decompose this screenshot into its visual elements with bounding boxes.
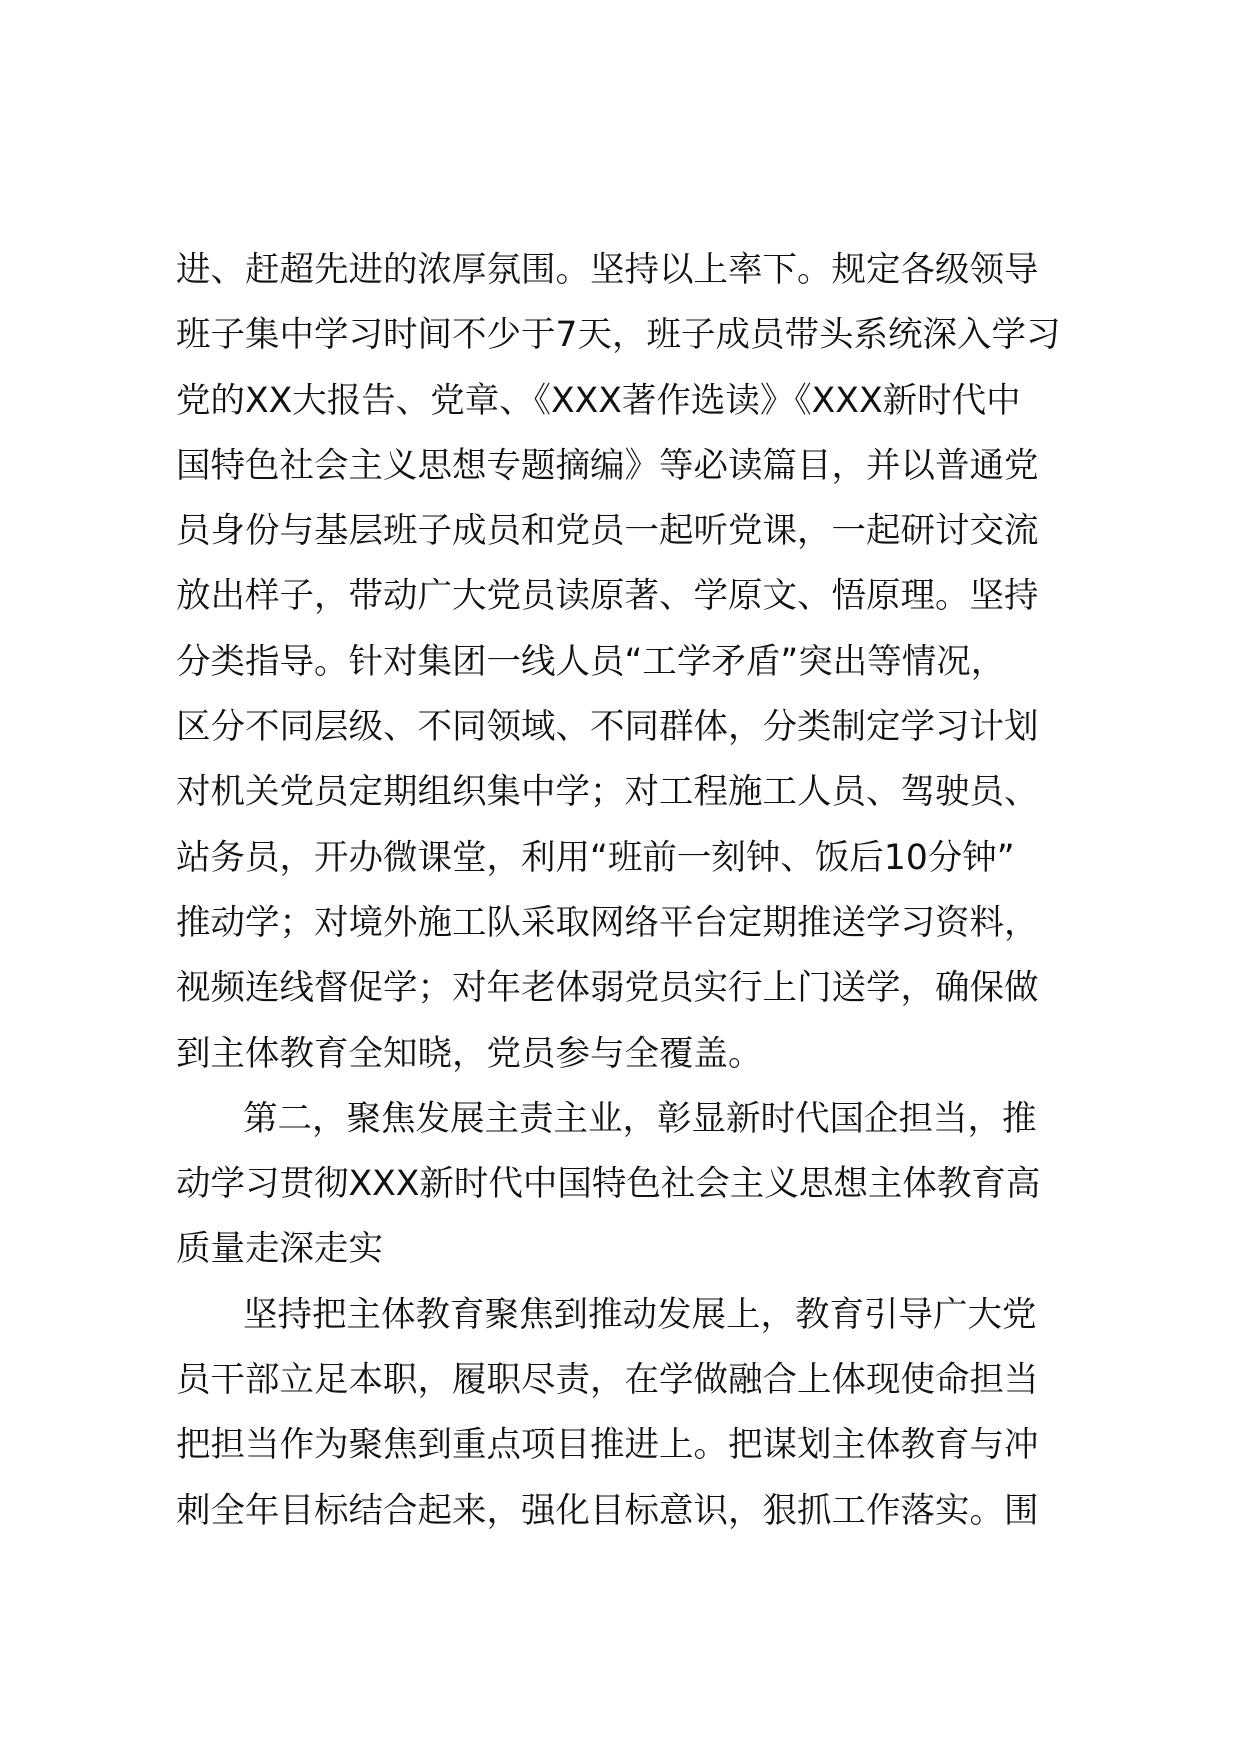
- text-line: 到主体教育全知晓，党员参与全覆盖。: [176, 1033, 763, 1074]
- text-line: 坚持把主体教育聚焦到推动发展上，教育引导广大党: [243, 1294, 1037, 1335]
- text-line: 班子集中学习时间不少于7天，班子成员带头系统深入学习: [176, 315, 1061, 356]
- section-heading-line: 质量走深走实: [176, 1229, 383, 1270]
- section-heading-line: 动学习贯彻XXX新时代中国特色社会主义思想主体教育高: [176, 1164, 1041, 1205]
- text-line: 进、赶超先进的浓厚氛围。坚持以上率下。规定各级领导: [176, 250, 1039, 290]
- text-line: 把担当作为聚焦到重点项目推进上。把谋划主体教育与冲: [176, 1425, 1039, 1466]
- text-line: 国特色社会主义思想专题摘编》等必读篇目，并以普通党: [176, 445, 1039, 486]
- text-line: 推动学；对境外施工队采取网络平台定期推送学习资料，: [176, 902, 1039, 943]
- text-line: 区分不同层级、不同领域、不同群体，分类制定学习计划: [176, 707, 1039, 748]
- body-text: [176, 238, 1116, 1544]
- text-line: 党的XX大报告、党章、《XXX著作选读》《XXX新时代中: [176, 380, 1021, 421]
- text-line: 员身份与基层班子成员和党员一起听党课，一起研讨交流: [176, 511, 1039, 552]
- text-line: 视频连线督促学；对年老体弱党员实行上门送学，确保做: [176, 968, 1039, 1009]
- section-heading-line: 第二，聚焦发展主责主业，彰显新时代国企担当，推: [243, 1098, 1037, 1139]
- text-line: 站务员，开办微课堂，利用“班前一刻钟、饭后10分钟”: [176, 837, 1015, 878]
- text-line: 放出样子，带动广大党员读原著、学原文、悟原理。坚持: [176, 576, 1039, 617]
- text-line: 员干部立足本职，履职尽责，在学做融合上体现使命担当: [176, 1360, 1039, 1401]
- text-line: 分类指导。针对集团一线人员“工学矛盾”突出等情况，: [176, 641, 1006, 682]
- text-line: 刺全年目标结合起来，强化目标意识，狠抓工作落实。围: [176, 1490, 1039, 1531]
- text-line: 对机关党员定期组织集中学；对工程施工人员、驾驶员、: [176, 772, 1039, 813]
